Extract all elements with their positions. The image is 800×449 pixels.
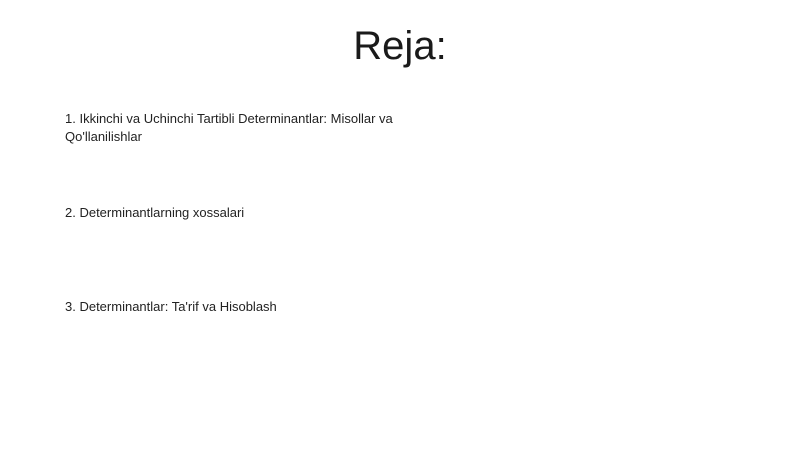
slide-title: Reja: — [353, 24, 447, 68]
plan-item-2: 2. Determinantlarning xossalari — [65, 205, 245, 220]
plan-item-1: 1. Ikkinchi va Uchinchi Tartibli Determinantlar: Misollar va Qo'llanilishlar — [65, 111, 393, 144]
plan-item-3: 3. Determinantlar: Ta'rif va Hisoblash — [65, 299, 277, 314]
